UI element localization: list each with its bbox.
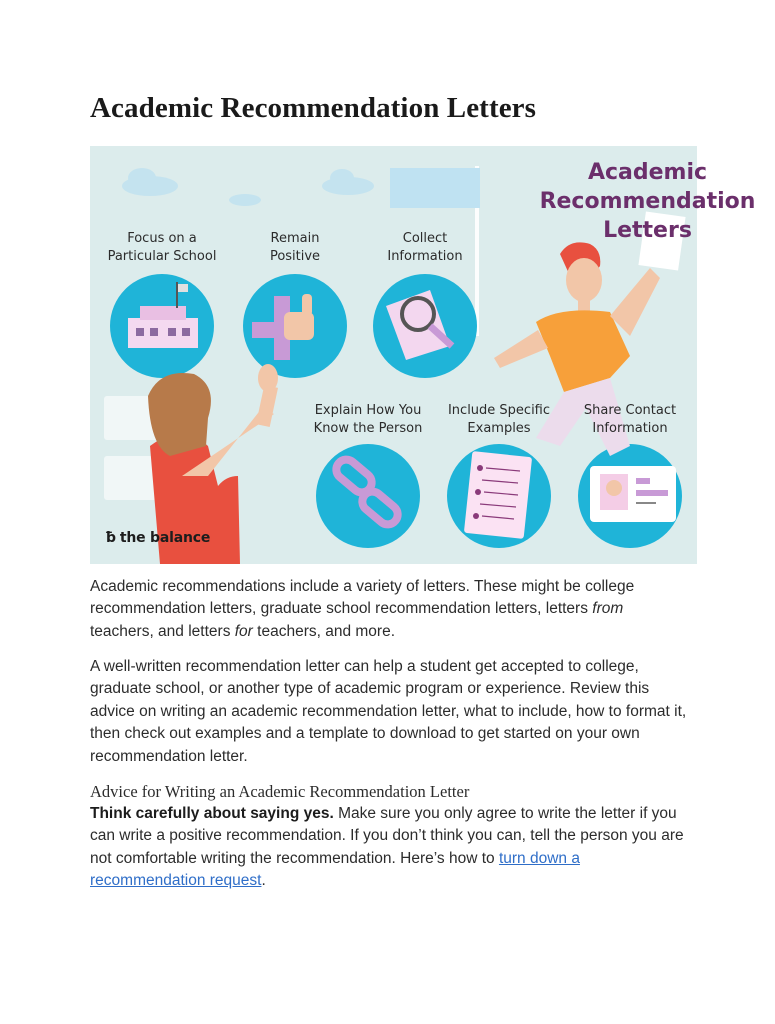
emphasis-text: from <box>592 600 624 618</box>
infographic-title-line: Academic <box>587 160 708 185</box>
overview-paragraph: A well-written recommendation letter can help a student get accepted to college, graduate school, or another type of academic program or experience. Review this advice on writing an academic recommendation letter, what to include, how to format it, then check out examples and a template to download to get started on your own recommendation letter. <box>90 658 687 765</box>
intro-paragraph <box>90 576 690 643</box>
tip-label-school <box>92 230 232 266</box>
infographic <box>90 146 756 564</box>
tip-circle-chain-link-icon <box>316 444 420 548</box>
tip-label-line: Collect <box>402 231 448 246</box>
paragraph-text: teachers, and letters <box>90 622 235 640</box>
paragraph-text: teachers, and more. <box>252 622 396 640</box>
emphasis-text: for <box>234 622 253 640</box>
tip-circle-document-icon <box>447 444 551 548</box>
tip-label-line: Share Contact <box>583 403 677 418</box>
tip-circle-id-card-icon <box>578 444 682 548</box>
tip-circle-school-icon <box>110 274 214 378</box>
tip-label-information <box>355 230 495 266</box>
section-heading: Advice for Writing an Academic Recommendation Letter <box>90 782 470 801</box>
tip-label-contact <box>560 402 700 438</box>
paragraph-text: Academic recommendations include a variety of letters. These might be college recommendation letters, graduate school recommendation letters, letters <box>90 578 635 618</box>
tip-label-line: Remain <box>270 231 320 246</box>
tip-label-line: Positive <box>269 249 321 264</box>
tip-label-positive <box>225 230 365 266</box>
tip-label-line: Examples <box>467 421 531 436</box>
tip-label-line: Know the Person <box>313 421 423 436</box>
balance-logo-icon: ƀ <box>106 530 116 546</box>
tip-label-line: Focus on a <box>127 231 197 246</box>
infographic-title <box>520 158 775 245</box>
logo-text: the balance <box>119 530 211 546</box>
the-balance-logo <box>106 530 210 546</box>
paragraph-text: . <box>261 872 266 890</box>
turn-down-request-link[interactable]: turn down a recommendation request <box>90 849 580 890</box>
tip-label-line: Particular School <box>107 249 217 264</box>
infographic-title-line: Letters <box>603 218 692 243</box>
tip-label-line: Explain How You <box>314 403 422 418</box>
page-title: Academic Recommendation Letters <box>90 92 537 124</box>
paragraph-text: Make sure you only agree to write the letter if you can write a positive recommendation. If you don’t think you can, tell the person you are not comfortable writing the recommendation. Here’s how to <box>90 805 684 867</box>
tip-label-line: Information <box>592 421 668 436</box>
tip-circle-thumbs-up-icon <box>243 274 347 378</box>
infographic-title-line: Recommendation <box>539 189 756 214</box>
tip-label-line: Information <box>387 249 463 264</box>
tip-label-know-person <box>298 402 438 438</box>
bold-lead: Think carefully about saying yes. <box>90 805 334 822</box>
tip-circle-magnifier-icon <box>373 274 477 378</box>
tip-label-line: Include Specific <box>447 403 551 418</box>
advice-paragraph <box>90 803 690 893</box>
tip-label-examples <box>429 402 569 438</box>
